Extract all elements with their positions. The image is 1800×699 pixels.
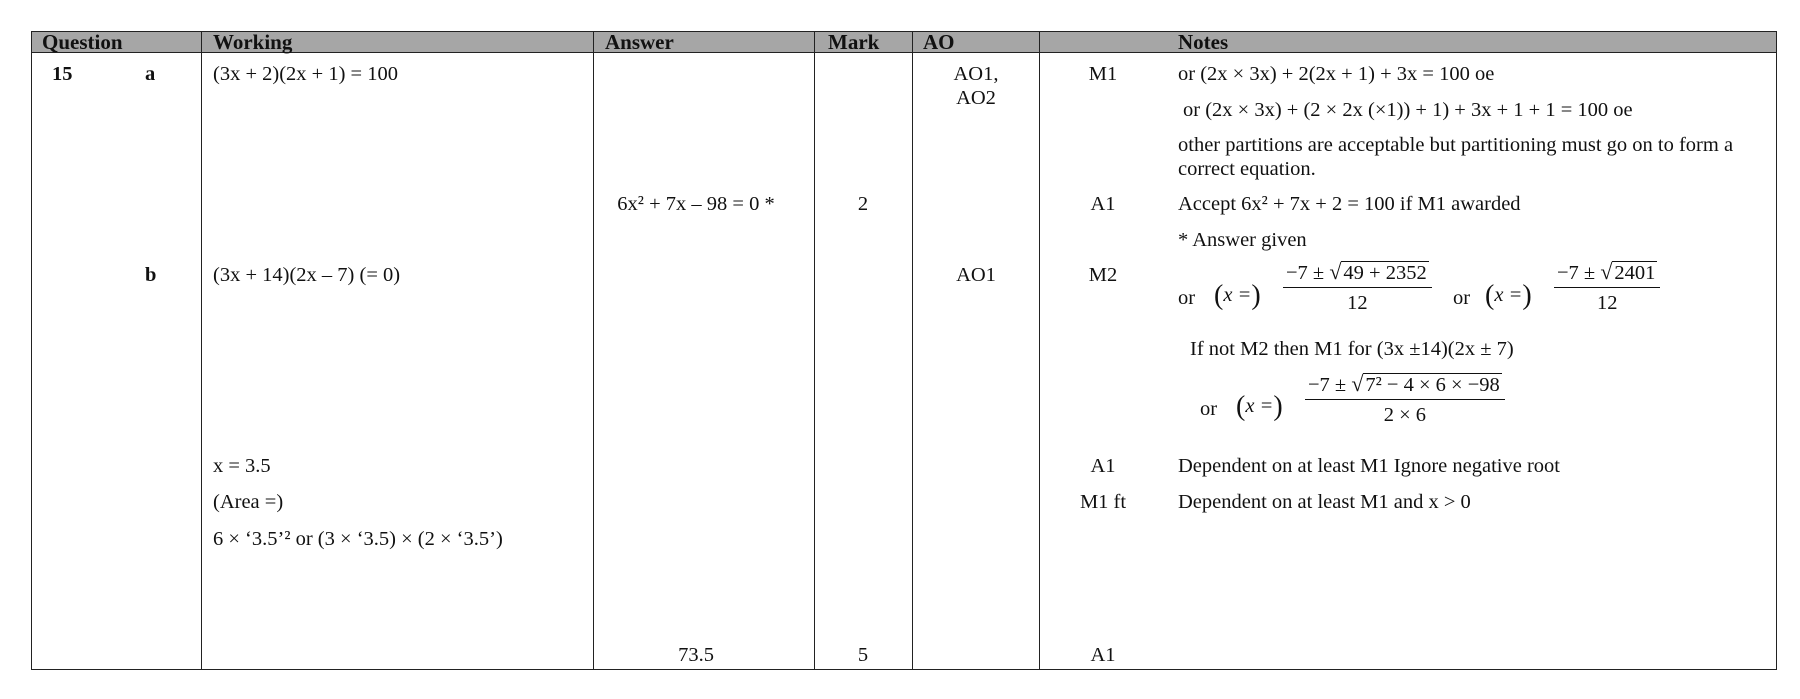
or-label-2: or [1453,287,1471,309]
x-equals-text: x = [1245,395,1274,417]
part-a-m1: M1 [1088,63,1118,85]
part-b-working3: (Area =) [213,491,284,513]
column-divider [912,32,913,669]
part-b-mark: 5 [857,644,869,666]
part-b-working4: 6 × ‘3.5’² or (3 × ‘3.5) × (2 × ‘3.5’) [213,528,503,550]
or-label-1: or [1178,287,1196,309]
part-b-note-ifnot: If not M2 then M1 for (3x ±14)(2x ± 7) [1190,338,1514,360]
column-divider [201,32,202,669]
question-number: 15 [52,63,73,85]
part-a-ao-line2: AO2 [956,87,996,109]
part-a-note2: or (2x × 3x) + (2 × 2x (×1)) + 1) + 3x + 1 + 1 = 100 oe [1183,99,1633,121]
part-b-working2: x = 3.5 [213,455,271,477]
fraction-denominator: 12 [1596,292,1618,314]
part-b-working1: (3x + 14)(2x – 7) (= 0) [213,264,401,286]
part-b-note-dep1: Dependent on at least M1 Ignore negative root [1178,455,1560,477]
fraction-numerator-lead: −7 ± [1286,262,1325,284]
fraction-numerator-lead: −7 ± [1557,262,1596,284]
header-mark: Mark [828,30,880,54]
x-equals-3: (x =) [1236,391,1283,422]
column-divider [593,32,594,669]
part-b-m2: M2 [1088,264,1118,286]
sqrt-operand: 7² − 4 × 6 × −98 [1365,374,1500,396]
header-ao: AO [923,30,955,54]
fraction-numerator-lead: −7 ± [1308,374,1347,396]
mark-scheme-table [31,31,1777,670]
header-answer: Answer [605,30,674,54]
part-a-ao-line1: AO1, [953,63,999,85]
part-b-label: b [145,264,157,286]
quadratic-fraction-1: $\frac{-7 \pm √49 + 2352}{12}$ [1283,260,1432,314]
part-a-a1: A1 [1090,193,1116,215]
or-label-3: or [1200,398,1218,420]
x-equals-text: x = [1223,284,1252,306]
part-b-answer: 73.5 [678,644,714,666]
x-equals-2: (x =) [1485,280,1532,311]
x-equals-1: (x =) [1214,280,1261,311]
part-b-note-dep2: Dependent on at least M1 and x > 0 [1178,491,1471,513]
fraction-denominator: 2 × 6 [1383,404,1427,426]
part-a-answer: 6x² + 7x – 98 = 0 * [617,193,775,215]
part-a-note5: * Answer given [1178,229,1307,251]
quadratic-fraction-2: $\frac{-7 \pm √2401}{12}$ [1554,260,1660,314]
part-a-mark: 2 [857,193,869,215]
part-b-m1ft: M1 ft [1079,491,1127,513]
header-notes: Notes [1178,30,1229,54]
part-a-note1: or (2x × 3x) + 2(2x + 1) + 3x = 100 oe [1178,63,1495,85]
header-question: Question [42,30,123,54]
part-a-working: (3x + 2)(2x + 1) = 100 [213,63,398,85]
table-header-row [32,32,1776,53]
part-a-note3: other partitions are acceptable but partitioning must go on to form a correct equation. [1178,134,1734,180]
header-working: Working [213,30,293,54]
x-equals-text: x = [1494,284,1523,306]
part-a-label: a [145,63,156,85]
part-b-a1-final: A1 [1090,644,1116,666]
sqrt-operand: 2401 [1614,262,1656,284]
column-divider [814,32,815,669]
column-divider [1039,32,1040,669]
fraction-denominator: 12 [1347,292,1368,314]
part-b-ao: AO1 [956,264,996,286]
part-a-note4: Accept 6x² + 7x + 2 = 100 if M1 awarded [1178,193,1521,215]
part-b-a1: A1 [1090,455,1116,477]
quadratic-fraction-3: $\frac{\text{−7 ± √7² − 4 × 6 × −98}}{2 \times 6}$ [1305,372,1505,426]
sqrt-operand: 49 + 2352 [1343,262,1427,284]
